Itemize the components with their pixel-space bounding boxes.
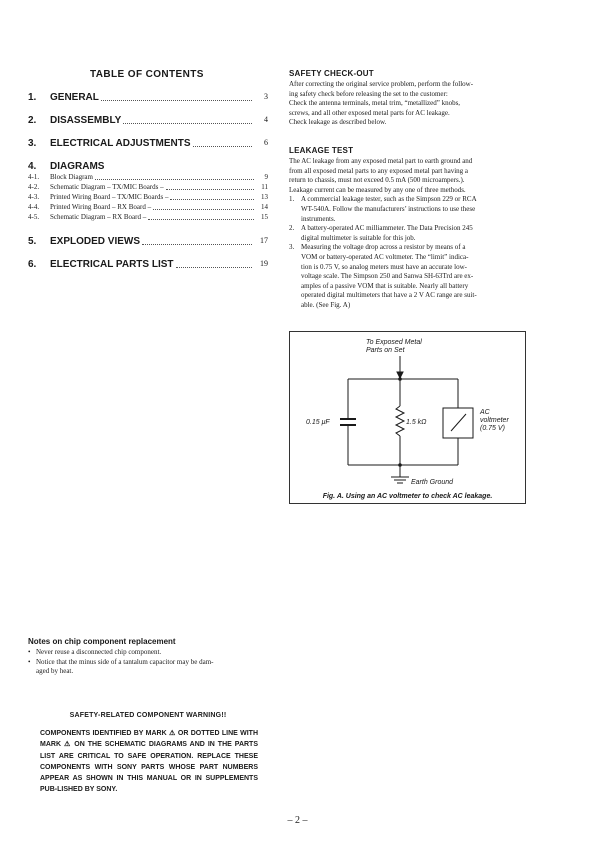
ground-label: Earth Ground (411, 479, 454, 486)
toc-subitem-page: 15 (261, 213, 268, 221)
resistor-zigzag (396, 406, 404, 436)
toc-item-diagrams[interactable] (28, 161, 268, 172)
toc-subitem-title: Schematic Diagram – TX/MIC Boards – (50, 183, 164, 191)
toc-dot-leader (148, 213, 254, 220)
list-item-number: 1. (289, 195, 295, 204)
page-number: – 2 – (287, 815, 308, 826)
toc-item-number: 3. (28, 138, 37, 149)
text-line: ing safety check before releasing the set to the customer: (289, 89, 448, 98)
toc-item-page: 3 (264, 92, 268, 101)
notes-list (28, 648, 268, 677)
capacitor-label: 0.15 μF (306, 419, 330, 426)
toc-subitem-number: 4-2. (28, 183, 40, 191)
text-line: A battery-operated AC milliammeter. The Data Precision 245 (301, 224, 473, 233)
toc-heading: TABLE OF CONTENTS (90, 69, 204, 80)
text-line: AC (480, 409, 490, 416)
toc-dot-leader (101, 92, 252, 101)
toc-subitem-page: 13 (261, 193, 268, 201)
toc-item-disassembly[interactable] (28, 115, 268, 127)
toc-item-number: 1. (28, 92, 37, 103)
text-line: WT-540A. Follow the manufacturers’ instructions to use these (301, 204, 476, 213)
notes-heading: Notes on chip component replacement (28, 637, 176, 646)
toc-subitem-title: Printed Wiring Board – TX/MIC Boards – (50, 193, 169, 201)
toc-dot-leader (95, 173, 254, 180)
list-item-number: 2. (289, 224, 295, 233)
leakage-methods-list (289, 195, 527, 310)
toc-subitem-page: 14 (261, 203, 268, 211)
probe-label (366, 339, 422, 355)
junction-dot (398, 377, 402, 381)
leakage-test-heading: LEAKAGE TEST (289, 146, 354, 155)
junction-dot (398, 463, 402, 467)
text-line: Leakage current can be measured by any one of three methods. (289, 185, 466, 194)
text-line: screws, and all other exposed metal parts for AC leakage. (289, 108, 450, 117)
toc-item-page: 6 (264, 138, 268, 147)
toc-item-number: 4. (28, 161, 37, 172)
toc-dot-leader (170, 193, 254, 200)
toc-item-general[interactable] (28, 92, 268, 104)
toc-item-number: 6. (28, 259, 37, 270)
list-item (28, 667, 268, 677)
resistor-label: 1.5 kΩ (406, 419, 427, 426)
toc-dot-leader (153, 203, 254, 210)
toc-subitem-title: Block Diagram (50, 173, 93, 181)
text-line: Check the antenna terminals, metal trim, “metallized” knobs, (289, 99, 461, 108)
leakage-test-section (289, 146, 527, 311)
toc-subitem[interactable] (28, 213, 268, 222)
toc-item-page: 4 (264, 115, 268, 124)
toc-subitem-number: 4-1. (28, 173, 40, 181)
safety-warning-heading: SAFETY-RELATED COMPONENT WARNING!! (69, 712, 227, 719)
toc-subitem[interactable] (28, 173, 268, 182)
text-line: Parts on Set (366, 347, 405, 354)
toc-subitem-page: 11 (261, 183, 268, 191)
toc-item-title: ELECTRICAL PARTS LIST (50, 259, 174, 270)
text-line: digital multimeter is suitable for this job. (301, 233, 416, 242)
safety-checkout-heading: SAFETY CHECK-OUT (289, 69, 374, 78)
list-item-text: Never reuse a disconnected chip component. (36, 648, 162, 656)
text-line: voltmeter (480, 417, 509, 424)
text-line: To Exposed Metal (366, 339, 422, 346)
toc-item-title: DIAGRAMS (50, 161, 105, 172)
toc-item-electrical-adjustments[interactable] (28, 138, 268, 150)
text-line: operated digital multimeters that have a 2 V AC range are suit- (301, 291, 477, 300)
arrow-down-icon (397, 372, 403, 378)
text-line: voltage scale. The Simpson 250 and Sanwa SH-63Trd are ex- (301, 272, 474, 281)
text-line: The AC leakage from any exposed metal part to earth ground and (289, 157, 473, 165)
toc-item-number: 5. (28, 236, 37, 247)
safety-checkout-text (289, 80, 527, 128)
text-line: Check leakage as described below. (289, 118, 387, 127)
list-item-text (301, 243, 527, 310)
toc-item-electrical-parts-list[interactable] (28, 259, 268, 271)
toc-subitem-number: 4-5. (28, 213, 40, 221)
text-line: from all exposed metal parts to any exposed metal part having a (289, 166, 469, 175)
list-item-text (301, 195, 527, 224)
leakage-test-intro (289, 157, 527, 195)
toc-subitem-title: Printed Wiring Board – RX Board – (50, 203, 152, 211)
text-line: amples of a passive VOM that is suitable. Nearly all battery (301, 281, 469, 290)
toc-dot-leader (123, 115, 252, 124)
list-item-text (301, 224, 527, 243)
text-line: A commercial leakage tester, such as the Simpson 229 or RCA (301, 195, 477, 204)
text-line: VOM or battery-operated AC voltmeter. The “limit” indica- (301, 252, 469, 261)
toc-dot-leader (193, 138, 252, 147)
toc-item-title: GENERAL (50, 92, 99, 103)
toc-item-title: DISASSEMBLY (50, 115, 122, 126)
text-line: (0.75 V) (480, 425, 505, 432)
list-item-text: aged by heat. (36, 667, 74, 676)
toc-subitem-title: Schematic Diagram – RX Board – (50, 213, 147, 221)
toc-subitem-number: 4-3. (28, 193, 40, 201)
list-item (289, 195, 527, 224)
text-line: tion is 0.75 V, so analog meters must have an accurate low- (301, 262, 467, 271)
text-line: able. (See Fig. A) (301, 300, 351, 309)
toc-item-number: 2. (28, 115, 37, 126)
text-line: After correcting the original service problem, perform the follow- (289, 80, 474, 88)
toc-item-exploded-views[interactable] (28, 236, 268, 248)
list-item-number: 3. (289, 243, 295, 252)
toc-dot-leader (142, 236, 252, 245)
toc-item-title: ELECTRICAL ADJUSTMENTS (50, 138, 191, 149)
toc-item-title: EXPLODED VIEWS (50, 236, 141, 247)
toc-subitem[interactable] (28, 203, 268, 212)
toc-dot-leader (166, 183, 254, 190)
toc-subitem-number: 4-4. (28, 203, 40, 211)
text-line: instruments. (301, 214, 336, 223)
bullet-icon: • (28, 657, 31, 666)
safety-warning-body: COMPONENTS IDENTIFIED BY MARK ⚠ OR DOTTED LINE WITH MARK ⚠ ON THE SCHEMATIC DIAGRAMS AND IN THE PARTS LIST ARE CRITICAL TO SAFE OPERATION. REPLACE THESE COMPONENTS WITH SONY PARTS WHOSE PART NUMBERS APPEAR AS SHOWN IN THIS MANUAL OR IN SUPPLEMENTS PUB-LISHED BY SONY. (40, 730, 258, 794)
safety-checkout-section (289, 69, 527, 128)
list-item (289, 243, 527, 310)
toc-subitem[interactable] (28, 193, 268, 202)
toc-item-page: 17 (260, 236, 268, 245)
list-item (28, 648, 268, 658)
list-item (289, 224, 527, 243)
figure-a (289, 331, 526, 504)
list-item (28, 658, 268, 668)
voltmeter-label (480, 409, 509, 433)
toc-dot-leader (176, 259, 252, 268)
figure-caption: Fig. A. Using an AC voltmeter to check AC leakage. (322, 493, 493, 500)
text-line: Measuring the voltage drop across a resistor by means of a (301, 243, 466, 252)
voltmeter-needle (451, 414, 466, 431)
list-item-text: Notice that the minus side of a tantalum capacitor may be dam- (36, 657, 214, 666)
toc-subitem[interactable] (28, 183, 268, 192)
bullet-icon: • (28, 648, 31, 656)
toc-item-page: 19 (260, 259, 268, 268)
text-line: return to chassis, must not exceed 0.5 mA (500 microampers.). (289, 176, 465, 185)
toc-subitem-page: 9 (264, 173, 268, 181)
